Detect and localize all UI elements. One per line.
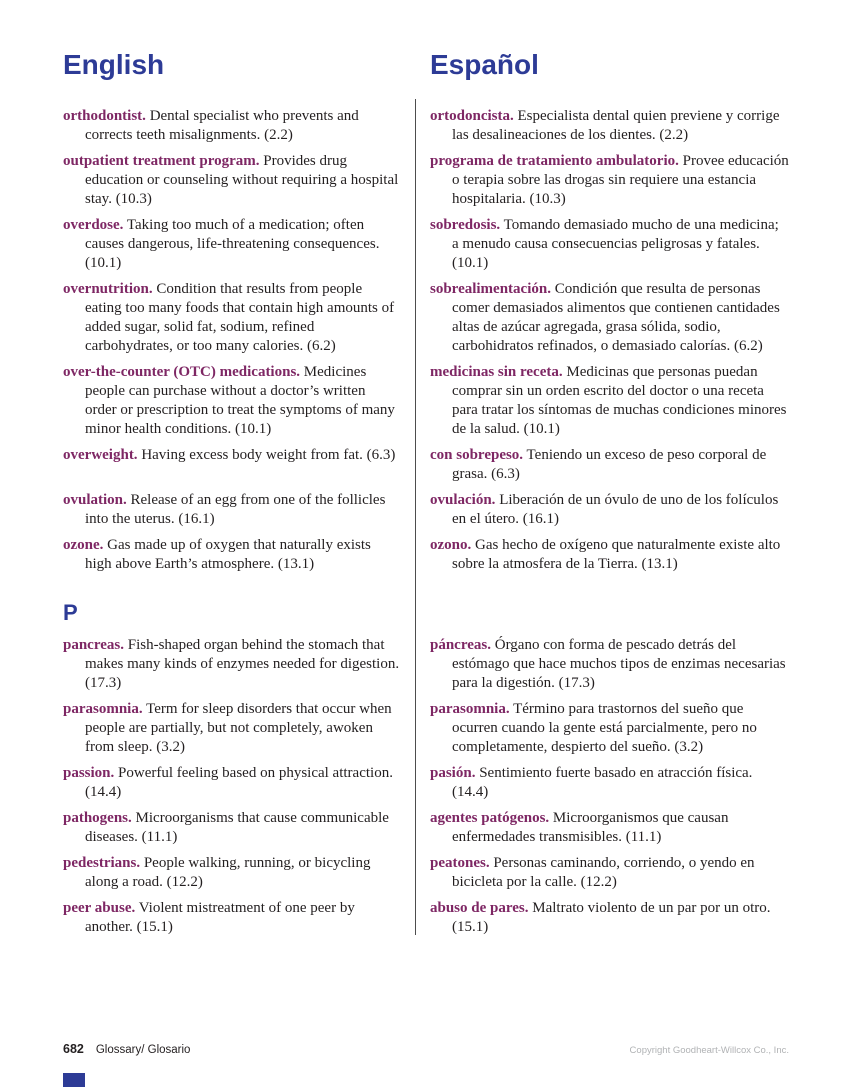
glossary-cell-en — [63, 636, 400, 693]
glossary-entry-es — [430, 764, 789, 802]
glossary-term: overnutrition. — [63, 281, 153, 298]
glossary-term: agentes patógenos. — [430, 810, 550, 827]
glossary-cell-en — [63, 216, 400, 273]
page-number: 682 — [63, 1042, 84, 1056]
glossary-entry-es — [430, 899, 789, 937]
glossary-cell-en — [63, 809, 400, 847]
glossary-body — [63, 107, 789, 937]
glossary-cell-es — [430, 854, 789, 892]
glossary-entry-en — [63, 899, 400, 937]
heading-espanol: Español — [430, 49, 539, 80]
glossary-entry-es — [430, 809, 789, 847]
glossary-definition: Microorganismos que causan enfermedades transmisibles. (11.1) — [452, 810, 729, 846]
glossary-cell-en — [63, 363, 400, 439]
column-divider-rule — [415, 99, 416, 935]
glossary-entry-en — [63, 700, 400, 757]
glossary-cell-en — [63, 107, 400, 145]
glossary-definition: Maltrato violento de un par por un otro. (15.1) — [452, 900, 771, 936]
glossary-definition: Term for sleep disorders that occur when people are partially, but not completely, awoken from sleep. (3.2) — [85, 701, 392, 756]
column-headings — [63, 50, 789, 80]
glossary-entry-row — [63, 446, 789, 484]
glossary-term: ovulation. — [63, 492, 127, 509]
section-letter-row — [63, 600, 789, 626]
glossary-term: overweight. — [63, 447, 138, 464]
glossary-cell-es — [430, 363, 789, 439]
glossary-entry-es — [430, 854, 789, 892]
glossary-cell-es — [430, 280, 789, 356]
glossary-definition: Personas caminando, corriendo, o yendo en bicicleta por la calle. (12.2) — [452, 855, 755, 891]
glossary-term: passion. — [63, 765, 115, 782]
glossary-entry-es — [430, 536, 789, 574]
glossary-cell-es — [430, 152, 789, 209]
glossary-entry-row — [63, 636, 789, 693]
glossary-term: parasomnia. — [430, 701, 510, 718]
glossary-entry-en — [63, 854, 400, 892]
glossary-definition: Having excess body weight from fat. (6.3) — [137, 447, 396, 464]
glossary-definition: Especialista dental quien previene y corrige las desalineaciones de los dientes. (2.2) — [452, 108, 780, 144]
glossary-definition: Gas made up of oxygen that naturally exists high above Earth’s atmosphere. (13.1) — [85, 537, 371, 573]
glossary-entry-row — [63, 280, 789, 356]
glossary-term: over-the-counter (OTC) medications. — [63, 364, 301, 381]
glossary-cell-en — [63, 280, 400, 356]
glossary-term: peer abuse. — [63, 900, 136, 917]
glossary-term: páncreas. — [430, 637, 491, 654]
glossary-term: peatones. — [430, 855, 490, 872]
glossary-definition: Sentimiento fuerte basado en atracción física. (14.4) — [452, 765, 753, 801]
glossary-entry-es — [430, 636, 789, 693]
glossary-term: outpatient treatment program. — [63, 153, 260, 170]
glossary-term: ozone. — [63, 537, 104, 554]
glossary-cell-en — [63, 446, 400, 465]
footer-left — [63, 1040, 190, 1058]
glossary-term: pancreas. — [63, 637, 124, 654]
glossary-cell-es — [430, 216, 789, 273]
glossary-definition: Término para trastornos del sueño que ocurren cuando la gente está parcialmente, pero no completamente, despierto del sueño. (3.2) — [452, 701, 757, 756]
glossary-entry-row — [63, 899, 789, 937]
glossary-entry-es — [430, 700, 789, 757]
glossary-cell-es — [430, 491, 789, 529]
glossary-cell-es — [430, 107, 789, 145]
glossary-entry-es — [430, 152, 789, 209]
glossary-cell-es — [430, 536, 789, 574]
glossary-term: orthodontist. — [63, 108, 146, 125]
glossary-entry-row — [63, 107, 789, 145]
glossary-definition: Release of an egg from one of the follicles into the uterus. (16.1) — [85, 492, 386, 528]
page-footer — [63, 1040, 789, 1058]
glossary-term: pathogens. — [63, 810, 132, 827]
glossary-cell-en — [63, 536, 400, 574]
glossary-definition: Medicines people can purchase without a doctor’s written order or prescription to treat the symptoms of many minor health conditions. (10.1) — [85, 364, 395, 438]
glossary-definition: Liberación de un óvulo de uno de los folículos en el útero. (16.1) — [452, 492, 779, 528]
glossary-definition: Gas hecho de oxígeno que naturalmente existe alto sobre la atmosfera de la Tierra. (13.1) — [452, 537, 781, 573]
glossary-definition: People walking, running, or bicycling along a road. (12.2) — [85, 855, 371, 891]
glossary-entry-row — [63, 700, 789, 757]
glossary-cell-en — [63, 491, 400, 529]
glossary-term: con sobrepeso. — [430, 447, 524, 464]
glossary-cell-en — [63, 854, 400, 892]
glossary-entry-row — [63, 536, 789, 574]
glossary-entry-row — [63, 152, 789, 209]
glossary-entry-en — [63, 536, 400, 574]
glossary-cell-en — [63, 700, 400, 757]
glossary-definition: Teniendo un exceso de peso corporal de grasa. (6.3) — [452, 447, 767, 483]
heading-english: English — [63, 49, 165, 80]
glossary-term: programa de tratamiento ambulatorio. — [430, 153, 679, 170]
glossary-entry-en — [63, 764, 400, 802]
glossary-entry-en — [63, 491, 400, 529]
glossary-definition: Powerful feeling based on physical attraction. (14.4) — [85, 765, 393, 801]
glossary-term: sobredosis. — [430, 217, 501, 234]
glossary-entry-es — [430, 280, 789, 356]
glossary-definition: Provides drug education or counseling without requiring a hospital stay. (10.3) — [85, 153, 399, 208]
glossary-entry-en — [63, 636, 400, 693]
glossary-cell-es — [430, 446, 789, 484]
glossary-term: ovulación. — [430, 492, 496, 509]
footer-label: Glossary/ Glosario — [95, 1044, 191, 1056]
glossary-entry-es — [430, 107, 789, 145]
glossary-term: sobrealimentación. — [430, 281, 551, 298]
glossary-cell-es — [430, 636, 789, 693]
glossary-entry-en — [63, 107, 400, 145]
glossary-entry-es — [430, 216, 789, 273]
glossary-cell-en — [63, 152, 400, 209]
glossary-term: parasomnia. — [63, 701, 143, 718]
glossary-entry-en — [63, 446, 400, 465]
glossary-cell-es — [430, 899, 789, 937]
glossary-entry-es — [430, 363, 789, 439]
glossary-definition: Microorganisms that cause communicable diseases. (11.1) — [85, 810, 389, 846]
glossary-definition: Fish-shaped organ behind the stomach that makes many kinds of enzymes needed for digestion. (17.3) — [85, 637, 400, 692]
glossary-entry-en — [63, 152, 400, 209]
glossary-cell-en — [63, 899, 400, 937]
glossary-cell-es — [430, 700, 789, 757]
glossary-entry-es — [430, 491, 789, 529]
glossary-cell-en — [63, 764, 400, 802]
glossary-cell-es — [430, 764, 789, 802]
glossary-term: pasión. — [430, 765, 476, 782]
glossary-entry-row — [63, 809, 789, 847]
glossary-entry-row — [63, 764, 789, 802]
section-letter: P — [63, 600, 78, 626]
glossary-rows — [63, 107, 789, 937]
glossary-entry-en — [63, 216, 400, 273]
glossary-term: ozono. — [430, 537, 472, 554]
glossary-entry-row — [63, 491, 789, 529]
glossary-definition: Condición que resulta de personas comer demasiados alimentos que contienen cantidades altas de azúcar agregada, grasa sólida, sodio, carbohidratos refinados, o demasiado calorías. (6.2) — [452, 281, 780, 355]
glossary-definition: Condition that results from people eating too many foods that contain high amounts of added sugar, solid fat, sodium, refined carbohydrates, or too many calories. (6.2) — [85, 281, 395, 355]
glossary-entry-row — [63, 216, 789, 273]
glossary-definition: Dental specialist who prevents and corrects teeth misalignments. (2.2) — [85, 108, 359, 144]
glossary-cell-es — [430, 809, 789, 847]
glossary-entry-row — [63, 363, 789, 439]
glossary-term: abuso de pares. — [430, 900, 529, 917]
glossary-definition: Órgano con forma de pescado detrás del estómago que hace muchos tipos de enzimas necesarias para la digestión. (17.3) — [452, 637, 786, 692]
glossary-term: medicinas sin receta. — [430, 364, 563, 381]
page-edge-tab — [63, 1073, 85, 1087]
glossary-term: pedestrians. — [63, 855, 141, 872]
glossary-entry-en — [63, 363, 400, 439]
glossary-definition: Violent mistreatment of one peer by another. (15.1) — [85, 900, 355, 936]
glossary-term: overdose. — [63, 217, 124, 234]
glossary-definition: Tomando demasiado mucho de una medicina; a menudo causa consecuencias peligrosas y fatales. (10.1) — [452, 217, 779, 272]
glossary-definition: Provee educación o terapia sobre las drogas sin requiere una estancia hospitalaria. (10.3) — [452, 153, 789, 208]
glossary-definition: Taking too much of a medication; often causes dangerous, life-threatening consequences. (10.1) — [85, 217, 380, 272]
glossary-entry-en — [63, 280, 400, 356]
glossary-entry-es — [430, 446, 789, 484]
glossary-entry-en — [63, 809, 400, 847]
glossary-entry-row — [63, 854, 789, 892]
copyright-notice: Copyright Goodheart-Willcox Co., Inc. — [629, 1045, 789, 1056]
glossary-definition: Medicinas que personas puedan comprar sin un orden escrito del doctor o una receta para tratar los síntomas de muchas condiciones minores de la salud. (10.1) — [452, 364, 787, 438]
glossary-term: ortodoncista. — [430, 108, 514, 125]
